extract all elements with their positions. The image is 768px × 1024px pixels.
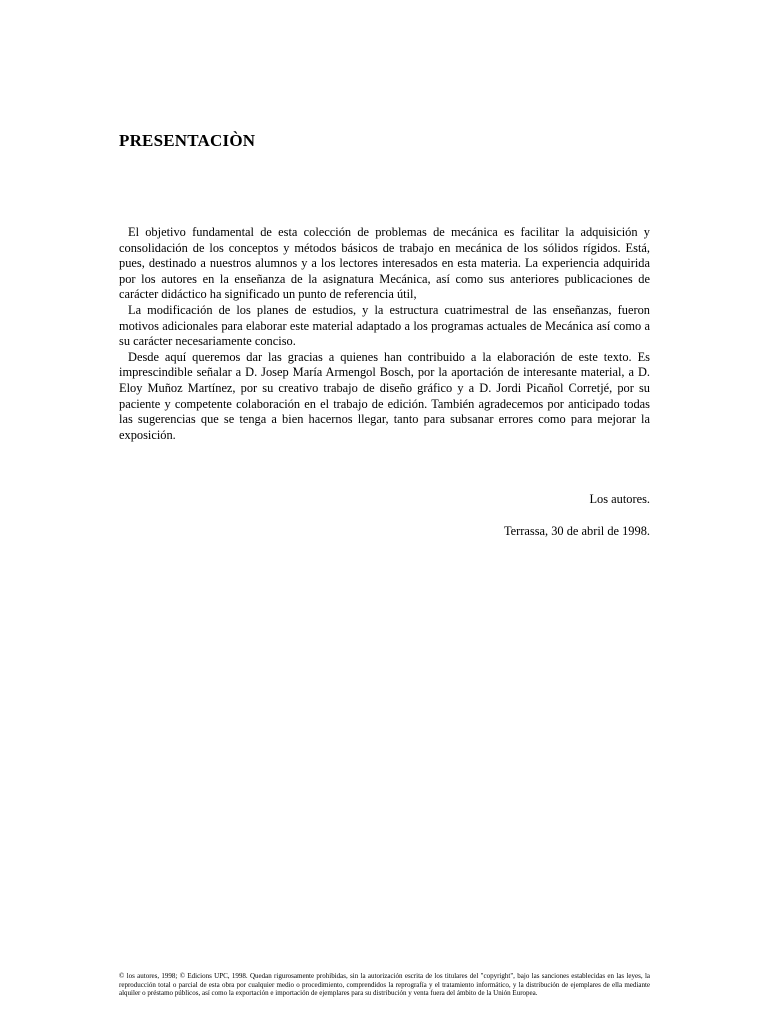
paragraph-objective: El objetivo fundamental de esta colección de problemas de mecánica es facilitar la adquisición y consolidación de los conceptos y métodos básicos de trabajo en mecánica de los sólidos rígidos. Está, pues, destinado a nuestros alumnos y a los lectores interesados en esta materia. La experiencia adquirida por los autores en la enseñanza de la asignatura Mecánica, así como sus anteriores publicaciones de carácter didáctico ha significado un punto de referencia útil, xyxy=(119,225,650,302)
paragraph-modification: La modificación de los planes de estudios, y la estructura cuatrimestral de las enseñanzas, fueron motivos adicionales para elaborar este material adaptado a los programas actuales de Mecánica así como a su carácter necesariamente conciso. xyxy=(119,302,650,349)
copyright-footer: © los autores, 1998; © Edicions UPC, 1998. Quedan rigurosamente prohibidas, sin la autorización escrita de los titulares del "copyright", bajo las sanciones establecidas en las leyes, la reproducción total o parcial de esta obra por cualquier medio o procedimiento, comprendidos la reprografía y el tratamiento informático, y la distribución de ejemplares de ella mediante alquiler o préstamo públicos, así como la exportación e importación de ejemplares para su distribución y venta fuera del ámbito de la Unión Europea. xyxy=(119,972,650,998)
signature-authors: Los autores. xyxy=(589,492,650,506)
page-title: PRESENTACIÒN xyxy=(119,131,256,150)
place-date: Terrassa, 30 de abril de 1998. xyxy=(503,524,650,538)
paragraph-acknowledgements: Desde aquí queremos dar las gracias a quienes han contribuido a la elaboración de este texto. Es imprescindible señalar a D. Josep María Armengol Bosch, por la aportación de interesante material, a D. Eloy Muñoz Martínez, por su creativo trabajo de diseño gráfico y a D. Jordi Picañol Corretjé, por su paciente y competente colaboración en el trabajo de edición. También agradecemos por anticipado todas las sugerencias que se tenga a bien hacernos llegar, tanto para subsanar errores como para mejorar la exposición. xyxy=(119,349,650,442)
body-text xyxy=(119,225,650,443)
